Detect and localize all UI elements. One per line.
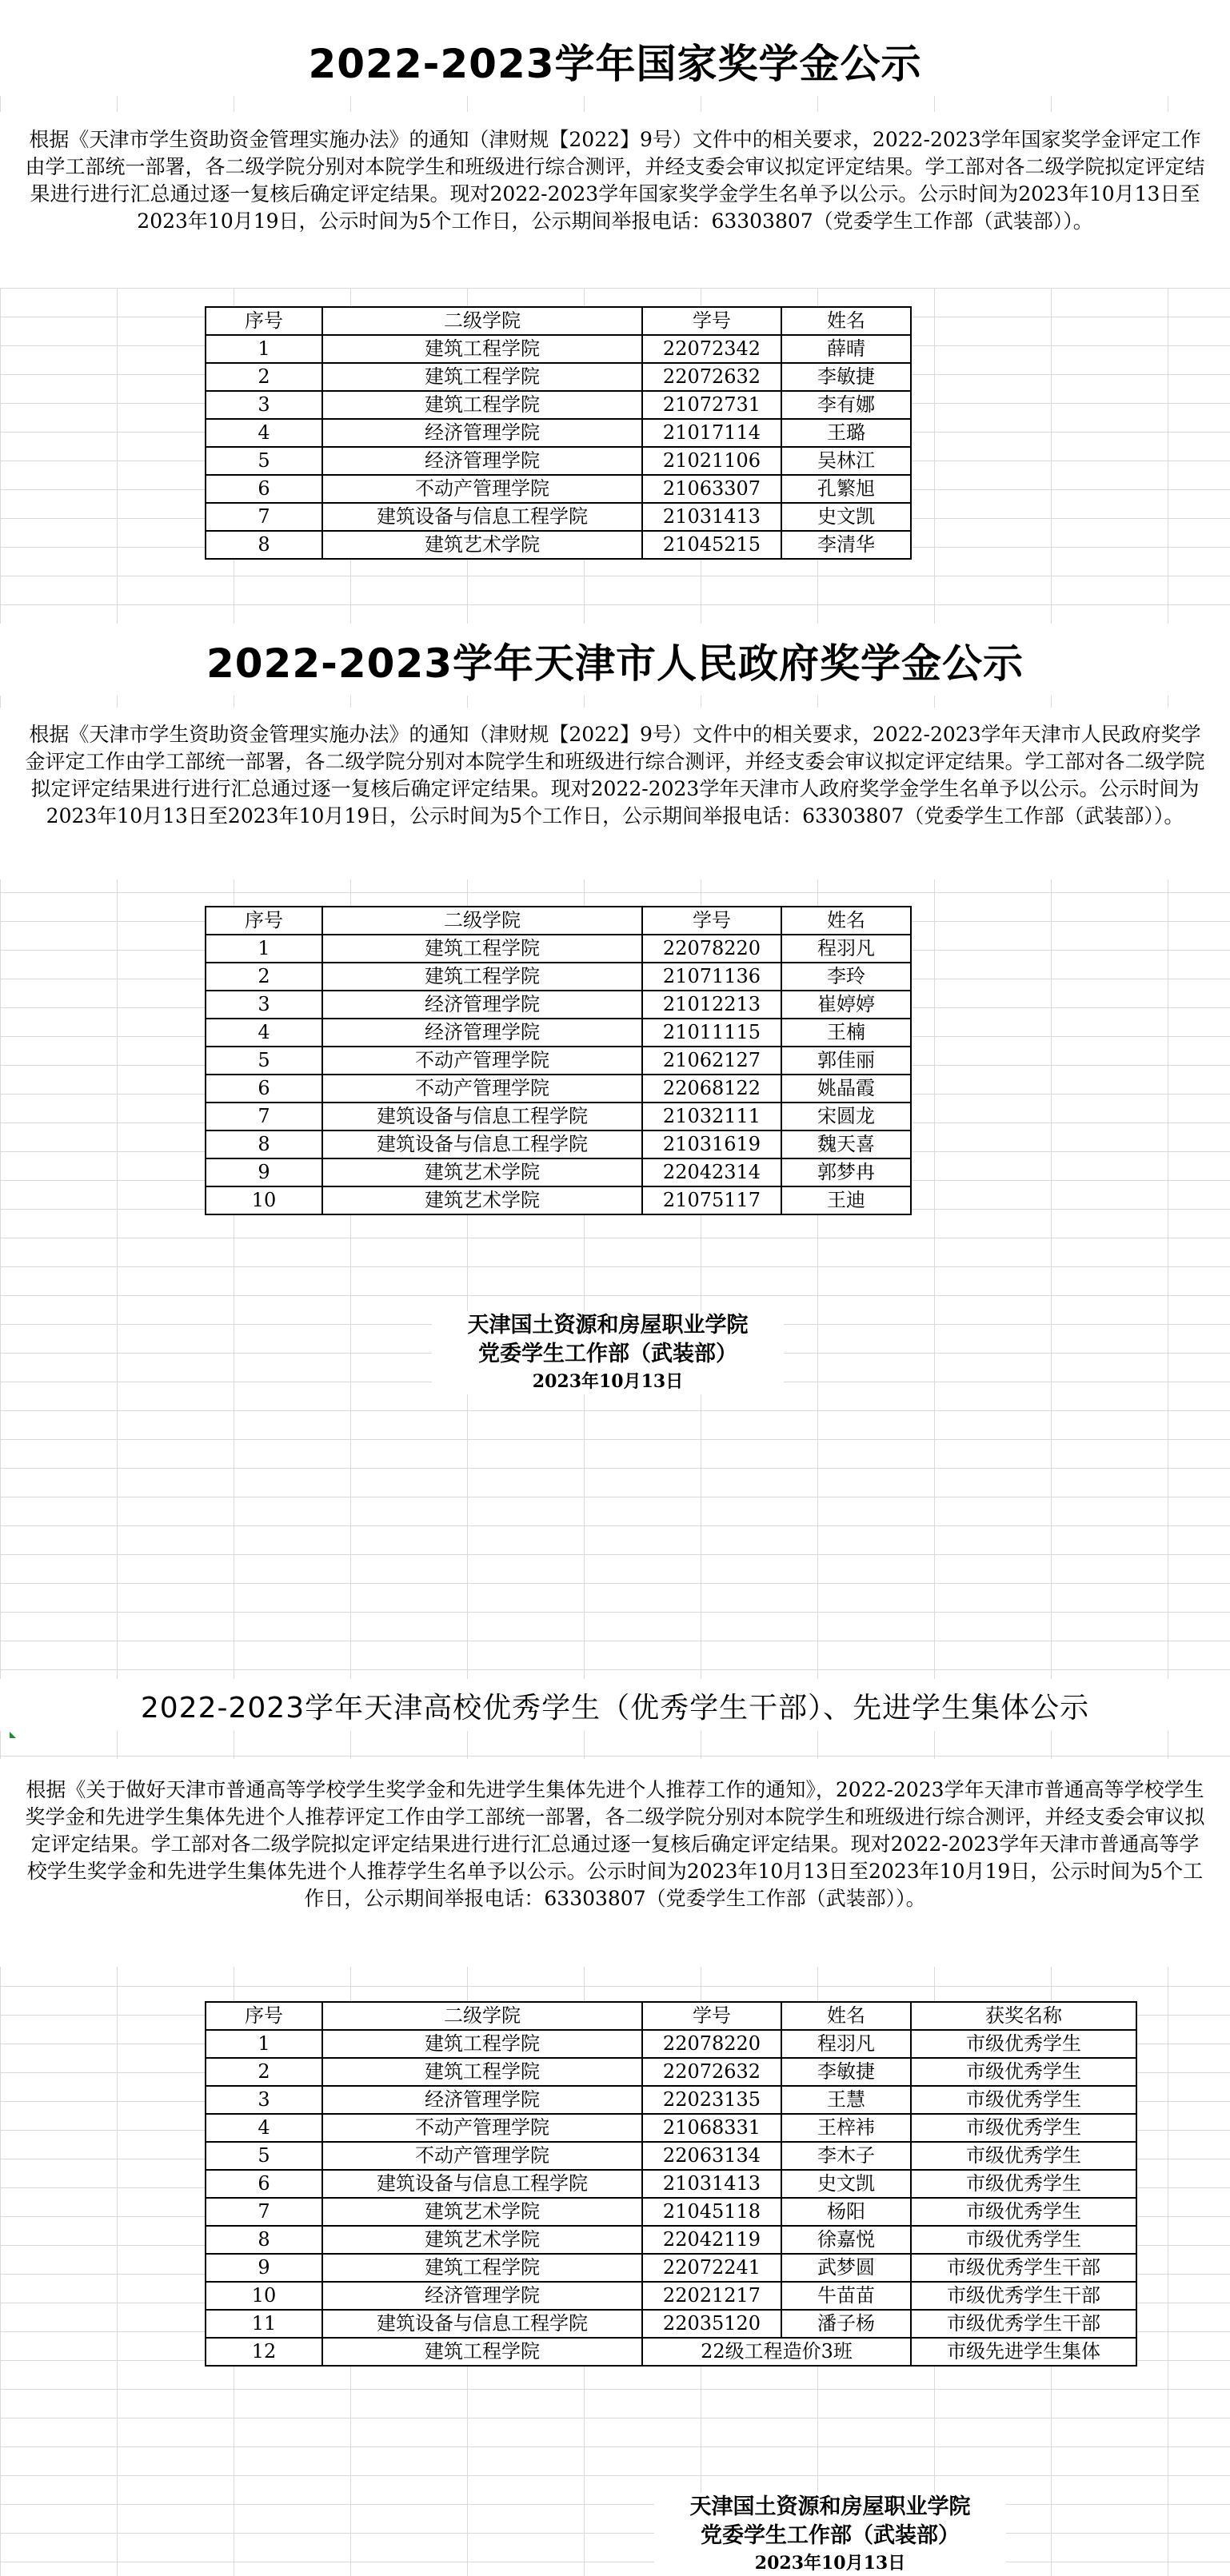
- table-header-row: [206, 907, 911, 935]
- section1-paragraph: 根据《天津市学生资助资金管理实施办法》的通知（津财规【2022】9号）文件中的相关要求，2022-2023学年国家奖学金评定工作由学工部统一部署，各二级学院分别对本院学生和班级进行综合测评，并经支委会审议拟定评定结果。学工部对各二级学院拟定评定结果进行进行汇总通过逐一复核后确定评定结果。现对2022-2023学年国家奖学金学生名单予以公示。公示时间为2023年10月13日至2023年10月19日，公示时间为5个工作日，公示期间举报电话：63303807（党委学生工作部（武装部））。: [25, 128, 1205, 233]
- cell-college: 建筑设备与信息工程学院: [322, 1103, 642, 1130]
- cell-id: 21021106: [642, 447, 781, 475]
- cell-college: 建筑工程学院: [322, 2338, 642, 2366]
- signature-dept: 党委学生工作部（武装部）: [478, 1342, 737, 1366]
- cell-name: 崔婷婷: [781, 991, 911, 1019]
- cell-no: 7: [206, 503, 322, 531]
- table-row: [206, 935, 911, 963]
- cell-name: 郭佳丽: [781, 1047, 911, 1075]
- cell-id: 21063307: [642, 475, 781, 503]
- header-no: 序号: [206, 907, 322, 935]
- table-row: [206, 2058, 1136, 2086]
- cell-id: 22078220: [642, 935, 781, 963]
- table-row: [206, 335, 911, 363]
- cell-id: 21068331: [642, 2114, 781, 2142]
- table-row: [206, 1158, 911, 1186]
- cell-award: 市级优秀学生干部: [911, 2310, 1136, 2338]
- cell-id: 22068122: [642, 1075, 781, 1103]
- table-row: [206, 963, 911, 991]
- cell-no: 3: [206, 2086, 322, 2114]
- cell-no: 6: [206, 475, 322, 503]
- cell-award: 市级优秀学生干部: [911, 2254, 1136, 2282]
- header-id: 学号: [642, 2002, 781, 2030]
- table-row: [206, 2282, 1136, 2310]
- cell-no: 12: [206, 2338, 322, 2366]
- cell-no: 6: [206, 1075, 322, 1103]
- cell-id: 21062127: [642, 1047, 781, 1075]
- table-row: [206, 2338, 1136, 2366]
- cell-college: 经济管理学院: [322, 447, 642, 475]
- cell-id: 21012213: [642, 991, 781, 1019]
- cell-name: 李木子: [781, 2142, 911, 2170]
- cell-award: 市级先进学生集体: [911, 2338, 1136, 2366]
- cell-id: 22042119: [642, 2226, 781, 2254]
- table-row: [206, 2226, 1136, 2254]
- table-row: [206, 531, 911, 559]
- cell-id: 22035120: [642, 2310, 781, 2338]
- cell-name: 李玲: [781, 963, 911, 991]
- cell-id: 21045118: [642, 2198, 781, 2226]
- section2-signature: [432, 1311, 784, 1394]
- cell-name: 程羽凡: [781, 2030, 911, 2058]
- table-row: [206, 391, 911, 419]
- section2-title: 2022-2023学年天津市人民政府奖学金公示: [206, 640, 1024, 687]
- cell-college: 经济管理学院: [322, 2282, 642, 2310]
- cell-name: 杨阳: [781, 2198, 911, 2226]
- cell-award: 市级优秀学生: [911, 2114, 1136, 2142]
- table-row: [206, 1075, 911, 1103]
- cell-college: 建筑工程学院: [322, 2058, 642, 2086]
- cell-college: 建筑艺术学院: [322, 1186, 642, 1214]
- cell-no: 1: [206, 935, 322, 963]
- table-row: [206, 1103, 911, 1130]
- cell-college: 不动产管理学院: [322, 1047, 642, 1075]
- cell-name: 李敏捷: [781, 363, 911, 391]
- cell-id: 21011115: [642, 1019, 781, 1047]
- cell-name: 李清华: [781, 531, 911, 559]
- cell-no: 3: [206, 391, 322, 419]
- cell-college: 建筑工程学院: [322, 935, 642, 963]
- cell-college: 建筑工程学院: [322, 391, 642, 419]
- cell-id: 22078220: [642, 2030, 781, 2058]
- cell-name: 魏天喜: [781, 1130, 911, 1158]
- cell-name: 姚晶霞: [781, 1075, 911, 1103]
- cell-no: 2: [206, 363, 322, 391]
- cell-name: 牛苗苗: [781, 2282, 911, 2310]
- cell-id: 21071136: [642, 963, 781, 991]
- cell-college: 建筑设备与信息工程学院: [322, 503, 642, 531]
- table-row: [206, 2114, 1136, 2142]
- cell-id: 22042314: [642, 1158, 781, 1186]
- section2-paragraph: 根据《天津市学生资助资金管理实施办法》的通知（津财规【2022】9号）文件中的相关要求，2022-2023学年天津市人民政府奖学金评定工作由学工部统一部署，各二级学院分别对本院学生和班级进行综合测评，并经支委会审议拟定评定结果。学工部对各二级学院拟定评定结果进行进行汇总通过逐一复核后确定评定结果。现对2022-2023学年天津市人政府奖学金学生名单予以公示。公示时间为2023年10月13日至2023年10月19日，公示时间为5个工作日，公示期间举报电话：63303807（党委学生工作部（武装部））。: [25, 723, 1205, 827]
- cell-no: 9: [206, 2254, 322, 2282]
- cell-college: 建筑设备与信息工程学院: [322, 1130, 642, 1158]
- header-award: 获奖名称: [911, 2002, 1136, 2030]
- cell-no: 7: [206, 2198, 322, 2226]
- cell-college: 建筑工程学院: [322, 2030, 642, 2058]
- table-row: [206, 2170, 1136, 2198]
- cell-college: 建筑艺术学院: [322, 2198, 642, 2226]
- table-row: [206, 419, 911, 447]
- table-row: [206, 475, 911, 503]
- cell-no: 5: [206, 2142, 322, 2170]
- cell-name: 徐嘉悦: [781, 2226, 911, 2254]
- table-row: [206, 2198, 1136, 2226]
- table-row: [206, 1047, 911, 1075]
- cell-name: 王楠: [781, 1019, 911, 1047]
- cell-id: 21072731: [642, 391, 781, 419]
- cell-college: 经济管理学院: [322, 1019, 642, 1047]
- cell-award: 市级优秀学生: [911, 2198, 1136, 2226]
- table-row: [206, 447, 911, 475]
- cell-name: 武梦圆: [781, 2254, 911, 2282]
- cell-no: 1: [206, 2030, 322, 2058]
- table-row: [206, 991, 911, 1019]
- excellent-students-table: [205, 2001, 1137, 2367]
- header-name: 姓名: [781, 307, 911, 335]
- header-id: 学号: [642, 307, 781, 335]
- cell-name: 吴林江: [781, 447, 911, 475]
- cell-no: 4: [206, 1019, 322, 1047]
- cell-college: 建筑艺术学院: [322, 2226, 642, 2254]
- cell-name: 薛晴: [781, 335, 911, 363]
- header-college: 二级学院: [322, 307, 642, 335]
- signature-org: 天津国土资源和房屋职业学院: [467, 1313, 749, 1338]
- government-scholarship-table: [205, 906, 912, 1215]
- header-college: 二级学院: [322, 2002, 642, 2030]
- header-no: 序号: [206, 307, 322, 335]
- cell-id: 21031619: [642, 1130, 781, 1158]
- header-college: 二级学院: [322, 907, 642, 935]
- header-name: 姓名: [781, 2002, 911, 2030]
- cell-id: 22072342: [642, 335, 781, 363]
- cell-college: 不动产管理学院: [322, 2114, 642, 2142]
- cell-no: 4: [206, 419, 322, 447]
- table-row: [206, 2030, 1136, 2058]
- cell-no: 1: [206, 335, 322, 363]
- cell-no: 11: [206, 2310, 322, 2338]
- table-row: [206, 1019, 911, 1047]
- cell-marker: [10, 1732, 16, 1738]
- cell-no: 5: [206, 1047, 322, 1075]
- header-id: 学号: [642, 907, 781, 935]
- cell-id: 21032111: [642, 1103, 781, 1130]
- section3-paragraph: 根据《关于做好天津市普通高等学校学生奖学金和先进学生集体先进个人推荐工作的通知》，2022-2023学年天津市普通高等学校学生奖学金和先进学生集体先进个人推荐评定工作由学工部统一部署，各二级学院分别对本院学生和班级进行综合测评，并经支委会审议拟定评定结果。学工部对各二级学院拟定评定结果进行进行汇总通过逐一复核后确定评定结果。现对2022-2023学年天津市普通高等学校学生奖学金和先进学生集体先进个人推荐学生名单予以公示。公示时间为2023年10月13日至2023年10月19日，公示时间为5个工作日，公示期间举报电话：63303807（党委学生工作部（武装部））。: [25, 1778, 1205, 1910]
- cell-name: 程羽凡: [781, 935, 911, 963]
- cell-no: 5: [206, 447, 322, 475]
- header-no: 序号: [206, 2002, 322, 2030]
- cell-no: 8: [206, 2226, 322, 2254]
- cell-id: 22072632: [642, 2058, 781, 2086]
- cell-name: 潘子杨: [781, 2310, 911, 2338]
- cell-award: 市级优秀学生: [911, 2170, 1136, 2198]
- table-row: [206, 1186, 911, 1214]
- cell-college: 经济管理学院: [322, 419, 642, 447]
- cell-name: 李有娜: [781, 391, 911, 419]
- cell-name: 李敏捷: [781, 2058, 911, 2086]
- table-row: [206, 2254, 1136, 2282]
- cell-college: 建筑艺术学院: [322, 1158, 642, 1186]
- cell-id: 21075117: [642, 1186, 781, 1214]
- cell-name: 王迪: [781, 1186, 911, 1214]
- cell-college: 建筑工程学院: [322, 963, 642, 991]
- cell-award: 市级优秀学生: [911, 2226, 1136, 2254]
- table-row: [206, 363, 911, 391]
- cell-no: 4: [206, 2114, 322, 2142]
- signature-org: 天津国土资源和房屋职业学院: [689, 2494, 971, 2519]
- cell-name: 王梓袆: [781, 2114, 911, 2142]
- signature-date: 2023年10月13日: [532, 1371, 684, 1392]
- table-header-row: [206, 2002, 1136, 2030]
- table-row: [206, 503, 911, 531]
- cell-no: 7: [206, 1103, 322, 1130]
- cell-no: 2: [206, 2058, 322, 2086]
- cell-id: 21045215: [642, 531, 781, 559]
- cell-class-name: 22级工程造价3班: [642, 2338, 911, 2366]
- cell-college: 不动产管理学院: [322, 2142, 642, 2170]
- cell-name: 宋圆龙: [781, 1103, 911, 1130]
- cell-no: 6: [206, 2170, 322, 2198]
- cell-id: 22072632: [642, 363, 781, 391]
- table-row: [206, 2086, 1136, 2114]
- cell-college: 不动产管理学院: [322, 1075, 642, 1103]
- cell-no: 9: [206, 1158, 322, 1186]
- cell-college: 建筑艺术学院: [322, 531, 642, 559]
- table-row: [206, 1130, 911, 1158]
- signature-dept: 党委学生工作部（武装部）: [701, 2523, 960, 2548]
- cell-name: 郭梦冉: [781, 1158, 911, 1186]
- cell-college: 不动产管理学院: [322, 475, 642, 503]
- cell-award: 市级优秀学生: [911, 2086, 1136, 2114]
- table-header-row: [206, 307, 911, 335]
- cell-award: 市级优秀学生干部: [911, 2282, 1136, 2310]
- cell-no: 2: [206, 963, 322, 991]
- cell-college: 建筑设备与信息工程学院: [322, 2170, 642, 2198]
- national-scholarship-table: [205, 306, 912, 560]
- cell-college: 建筑工程学院: [322, 363, 642, 391]
- cell-id: 22023135: [642, 2086, 781, 2114]
- cell-name: 王慧: [781, 2086, 911, 2114]
- cell-no: 8: [206, 531, 322, 559]
- cell-name: 孔繁旭: [781, 475, 911, 503]
- cell-no: 3: [206, 991, 322, 1019]
- cell-no: 8: [206, 1130, 322, 1158]
- cell-award: 市级优秀学生: [911, 2030, 1136, 2058]
- section1-title: 2022-2023学年国家奖学金公示: [308, 41, 922, 87]
- cell-name: 史文凯: [781, 2170, 911, 2198]
- table-row: [206, 2310, 1136, 2338]
- cell-id: 22021217: [642, 2282, 781, 2310]
- cell-id: 22063134: [642, 2142, 781, 2170]
- cell-name: 王璐: [781, 419, 911, 447]
- cell-id: 21031413: [642, 2170, 781, 2198]
- cell-no: 10: [206, 1186, 322, 1214]
- cell-no: 10: [206, 2282, 322, 2310]
- cell-college: 建筑工程学院: [322, 2254, 642, 2282]
- cell-id: 22072241: [642, 2254, 781, 2282]
- cell-id: 21017114: [642, 419, 781, 447]
- cell-college: 经济管理学院: [322, 2086, 642, 2114]
- signature-date: 2023年10月13日: [754, 2553, 906, 2574]
- cell-award: 市级优秀学生: [911, 2058, 1136, 2086]
- section3-signature: [654, 2493, 1006, 2576]
- table-row: [206, 2142, 1136, 2170]
- cell-college: 经济管理学院: [322, 991, 642, 1019]
- cell-award: 市级优秀学生: [911, 2142, 1136, 2170]
- cell-college: 建筑设备与信息工程学院: [322, 2310, 642, 2338]
- cell-college: 建筑工程学院: [322, 335, 642, 363]
- section3-title: 2022-2023学年天津高校优秀学生（优秀学生干部）、先进学生集体公示: [140, 1692, 1090, 1725]
- cell-name: 史文凯: [781, 503, 911, 531]
- header-name: 姓名: [781, 907, 911, 935]
- cell-id: 21031413: [642, 503, 781, 531]
